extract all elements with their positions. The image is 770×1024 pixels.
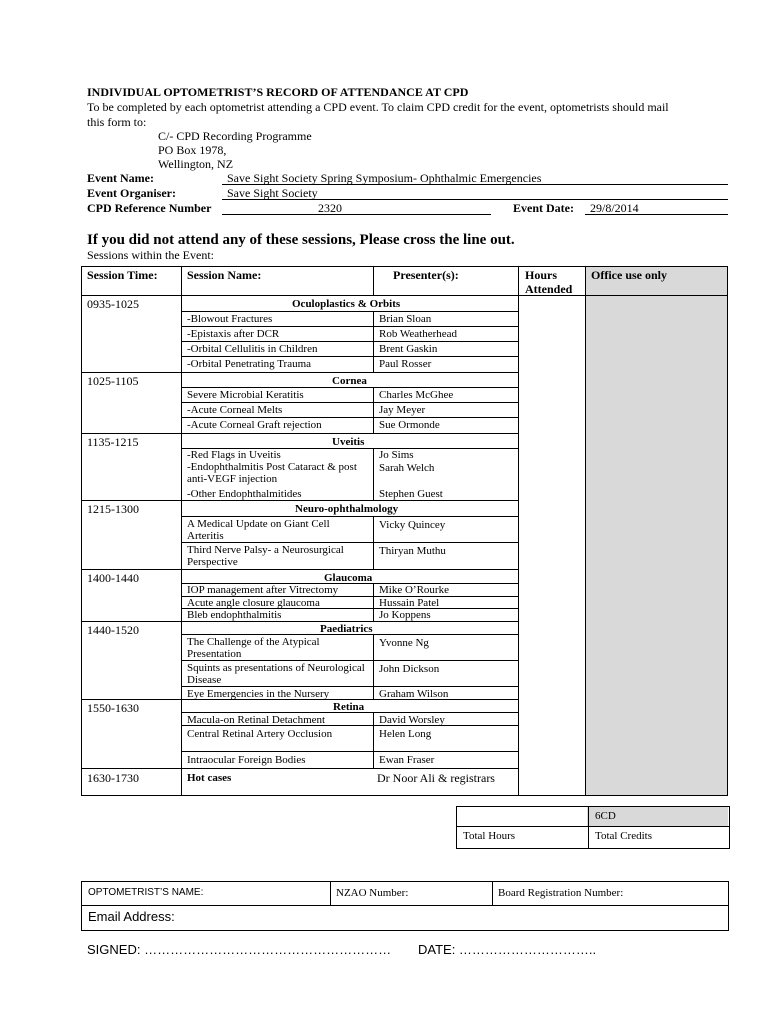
presenter-divider xyxy=(373,634,374,699)
talk-title: Acute angle closure glaucoma xyxy=(187,597,320,609)
address-line: PO Box 1978, xyxy=(158,143,227,157)
optometrist-name-field[interactable]: OPTOMETRIST’S NAME: xyxy=(88,887,204,898)
header-hours: Hours xyxy=(525,268,558,282)
talk-presenter: Jo Sims xyxy=(379,449,414,461)
table-border xyxy=(585,266,586,795)
session-time: 1550-1630 xyxy=(87,701,139,715)
talk-title: Third Nerve Palsy- a Neurosurgical Perspective xyxy=(187,544,344,568)
table-border xyxy=(181,266,182,795)
session-time: 0935-1025 xyxy=(87,297,139,311)
talk-title: -Other Endophthalmitides xyxy=(187,488,302,500)
talk-title: -Red Flags in Uveitis xyxy=(187,449,281,461)
details-divider xyxy=(492,882,493,905)
presenter-divider xyxy=(373,583,374,621)
totals-box xyxy=(456,806,730,849)
presenter-divider xyxy=(373,448,374,500)
table-border xyxy=(518,266,519,795)
table-border xyxy=(81,295,728,296)
talk-presenter: Jay Meyer xyxy=(379,404,426,416)
session-divider xyxy=(81,569,518,570)
talk-title: A Medical Update on Giant Cell Arteritis xyxy=(187,518,330,542)
talk-title: -Orbital Penetrating Trauma xyxy=(187,358,312,370)
header-session-name: Session Name: xyxy=(187,268,262,282)
talk-presenter: Graham Wilson xyxy=(379,688,449,700)
presenter-divider xyxy=(373,712,374,768)
session-topic: Retina xyxy=(333,701,365,713)
address-line: C/- CPD Recording Programme xyxy=(158,129,312,143)
talk-title: -Acute Corneal Graft rejection xyxy=(187,419,322,431)
intro-text-continued: this form to: xyxy=(87,115,147,129)
talk-title: Bleb endophthalmitis xyxy=(187,609,282,621)
event-date-label: Event Date: xyxy=(513,201,574,215)
cpd-reference-label: CPD Reference Number xyxy=(87,201,212,215)
talk-title: Eye Emergencies in the Nursery xyxy=(187,688,330,700)
totals-divider xyxy=(588,807,589,848)
talk-divider xyxy=(181,634,518,635)
talk-presenter: Helen Long xyxy=(379,728,432,740)
nzao-number-field[interactable]: NZAO Number: xyxy=(336,887,409,899)
details-divider xyxy=(82,905,728,906)
total-hours-label[interactable]: Total Hours xyxy=(463,830,516,842)
session-topic: Oculoplastics & Orbits xyxy=(292,298,401,310)
session-time: 1025-1105 xyxy=(87,374,139,388)
event-name-label: Event Name: xyxy=(87,171,154,185)
office-use-area xyxy=(586,267,727,795)
total-credits-label: Total Credits xyxy=(595,830,652,842)
talk-title: Squints as presentations of Neurological Disease xyxy=(187,662,365,686)
talk-divider xyxy=(181,516,518,517)
table-border xyxy=(373,266,374,295)
table-border xyxy=(81,795,728,796)
session-time: 1135-1215 xyxy=(87,435,139,449)
header-session-time: Session Time: xyxy=(87,268,158,282)
talk-title: Macula-on Retinal Detachment xyxy=(187,714,326,726)
header-hours-attended: Attended xyxy=(525,282,573,296)
talk-presenter: Brent Gaskin xyxy=(379,343,438,355)
header-office-use: Office use only xyxy=(591,268,667,282)
session-topic: Cornea xyxy=(332,375,367,387)
intro-text: To be completed by each optometrist attending a CPD event. To claim CPD credit for the event, optometrists should mail xyxy=(87,100,669,114)
attendance-notice: If you did not attend any of these sessions, Please cross the line out. xyxy=(87,232,515,248)
talk-presenter: David Worsley xyxy=(379,714,445,726)
talk-presenter: Thiryan Muthu xyxy=(379,545,446,557)
talk-presenter: Rob Weatherhead xyxy=(379,328,458,340)
talk-divider xyxy=(181,751,518,752)
talk-presenter: Mike O’Rourke xyxy=(379,584,449,596)
optometrist-details-box xyxy=(81,881,729,931)
email-address-field[interactable]: Email Address: xyxy=(88,909,175,924)
session-time: 1630-1730 xyxy=(87,771,139,785)
talk-title: Central Retinal Artery Occlusion xyxy=(187,728,333,740)
details-divider xyxy=(330,882,331,905)
session-topic: Glaucoma xyxy=(324,572,373,584)
presenter-divider xyxy=(373,311,374,372)
talk-presenter: Hussain Patel xyxy=(379,597,440,609)
session-time: 1215-1300 xyxy=(87,502,139,516)
talk-presenter: Sarah Welch xyxy=(379,462,435,474)
talk-divider xyxy=(181,542,518,543)
talk-title: -Orbital Cellulitis in Children xyxy=(187,343,318,355)
talk-title: -Blowout Fractures xyxy=(187,313,273,325)
presenter-divider xyxy=(373,387,374,433)
session-divider xyxy=(81,433,518,434)
sessions-label: Sessions within the Event: xyxy=(87,248,214,262)
total-credits-value: 6CD xyxy=(595,810,616,822)
cpd-reference-value[interactable]: 2320 xyxy=(318,201,342,215)
event-organiser-value[interactable]: Save Sight Society xyxy=(227,186,318,200)
talk-presenter: Stephen Guest xyxy=(379,488,443,500)
talk-title: IOP management after Vitrectomy xyxy=(187,584,339,596)
talk-presenter: Sue Ormonde xyxy=(379,419,440,431)
address-line: Wellington, NZ xyxy=(158,157,234,171)
talk-presenter: Brian Sloan xyxy=(379,313,432,325)
event-organiser-label: Event Organiser: xyxy=(87,186,176,200)
table-border xyxy=(81,266,82,795)
presenter-divider xyxy=(373,516,374,569)
date-field[interactable]: DATE: ………………………….. xyxy=(418,942,597,957)
talk-title: Severe Microbial Keratitis xyxy=(187,389,304,401)
table-border xyxy=(81,266,728,267)
talk-title: -Epistaxis after DCR xyxy=(187,328,280,340)
session-topic: Uveitis xyxy=(332,436,365,448)
talk-title: Intraocular Foreign Bodies xyxy=(187,754,306,766)
talk-presenter: Vicky Quincey xyxy=(379,519,446,531)
session-divider xyxy=(81,621,518,622)
session-divider xyxy=(81,768,518,769)
session-time: 1440-1520 xyxy=(87,623,139,637)
event-date-value[interactable]: 29/8/2014 xyxy=(590,201,639,215)
talk-title: Hot cases xyxy=(187,772,232,784)
talk-title: -Endophthalmitis Post Cataract & post anti-VEGF injection xyxy=(187,461,357,485)
talk-title: The Challenge of the Atypical Presentation xyxy=(187,636,320,660)
talk-divider xyxy=(181,725,518,726)
talk-divider xyxy=(181,660,518,661)
form-title: INDIVIDUAL OPTOMETRIST’S RECORD OF ATTENDANCE AT CPD xyxy=(87,85,469,99)
session-time: 1400-1440 xyxy=(87,571,139,585)
talk-presenter: Paul Rosser xyxy=(379,358,432,370)
header-presenters: Presenter(s): xyxy=(393,268,459,282)
talk-presenter: Charles McGhee xyxy=(379,389,454,401)
session-topic: Paediatrics xyxy=(320,623,373,635)
board-registration-field[interactable]: Board Registration Number: xyxy=(498,887,624,899)
session-topic: Neuro-ophthalmology xyxy=(295,503,399,515)
signature-field[interactable]: SIGNED: ………………………………………………… xyxy=(87,942,392,957)
talk-presenter: Ewan Fraser xyxy=(379,754,435,766)
talk-title: -Acute Corneal Melts xyxy=(187,404,283,416)
event-name-value[interactable]: Save Sight Society Spring Symposium- Ophthalmic Emergencies xyxy=(227,171,542,185)
talk-presenter: John Dickson xyxy=(379,663,440,675)
totals-divider xyxy=(457,826,729,827)
talk-presenter: Yvonne Ng xyxy=(379,637,429,649)
talk-presenter: Jo Koppens xyxy=(379,609,431,621)
talk-presenter: Dr Noor Ali & registrars xyxy=(377,771,495,785)
session-divider xyxy=(81,372,518,373)
table-border xyxy=(727,266,728,795)
